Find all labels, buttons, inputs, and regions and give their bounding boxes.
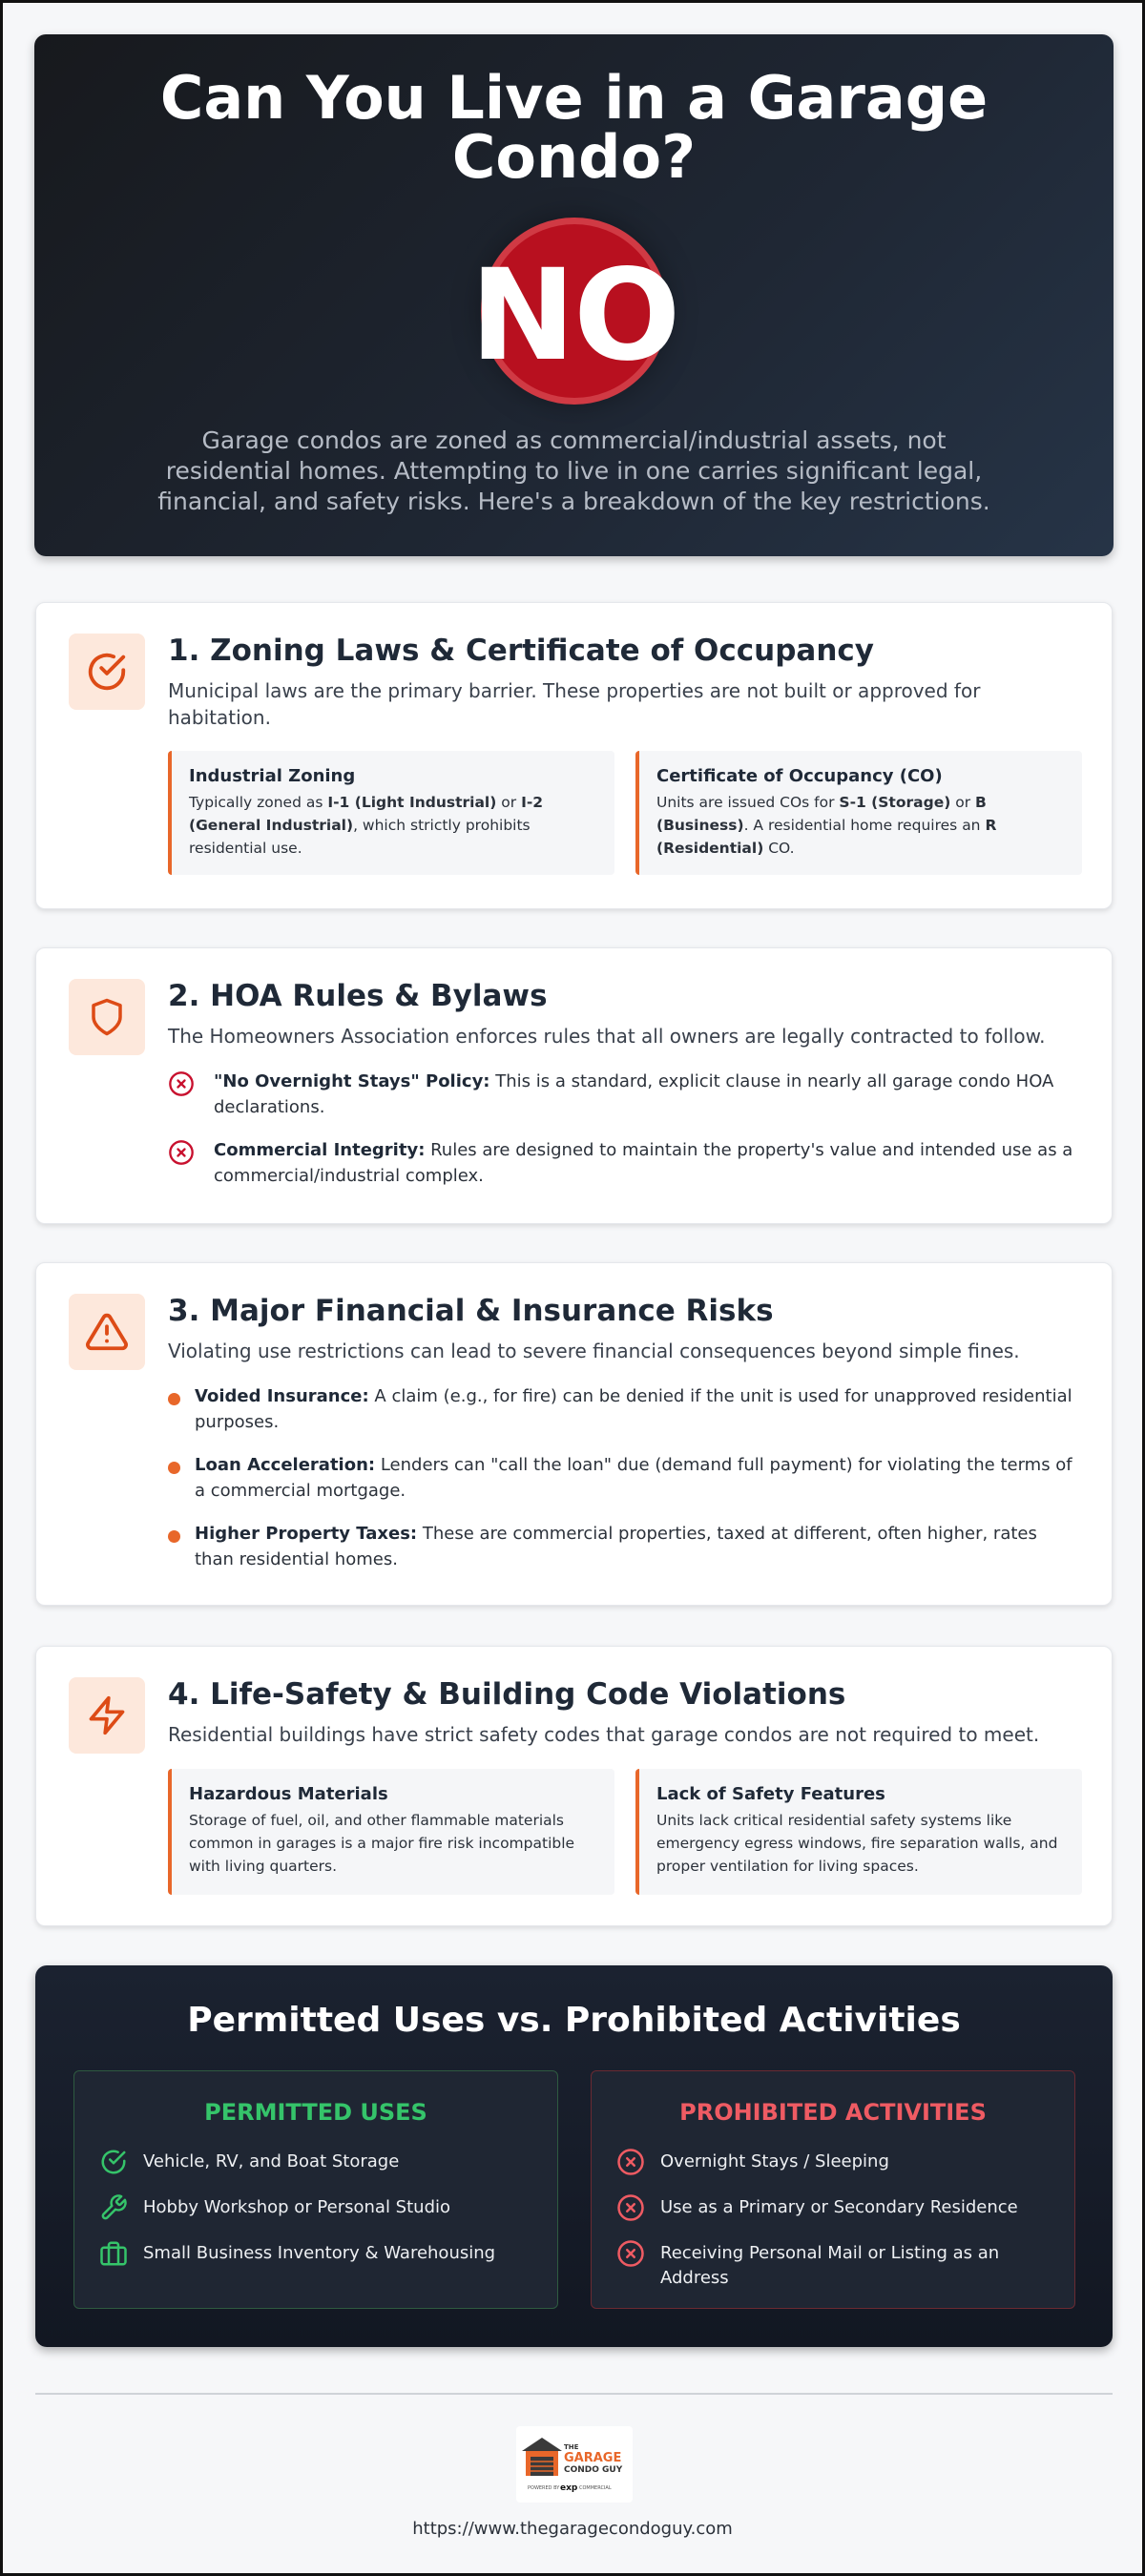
info-box-text: Units are issued COs for S-1 (Storage) or B (Business). A residential home requires an R (Residential) CO. bbox=[656, 794, 997, 857]
section-title: 3. Major Financial & Insurance Risks bbox=[168, 1294, 774, 1328]
section-subtitle: Municipal laws are the primary barrier. These properties are not built or approved for habitation. bbox=[168, 679, 981, 729]
section-title: 4. Life-Safety & Building Code Violations bbox=[168, 1677, 846, 1712]
list-item: Commercial Integrity: Rules are designed to maintain the property's value and intended use as a commercial/industrial complex. bbox=[168, 1137, 1079, 1189]
column-title: PROHIBITED ACTIVITIES bbox=[679, 2099, 987, 2126]
no-answer-text: NO bbox=[469, 242, 679, 389]
list-item: Higher Property Taxes: These are commercial properties, taxed at different, often higher, rates than residential homes. bbox=[168, 1521, 1079, 1572]
svg-text:exp: exp bbox=[560, 2483, 578, 2493]
x-circle-icon bbox=[616, 2148, 645, 2176]
info-box-hazardous-materials bbox=[168, 1769, 614, 1895]
section-zoning bbox=[35, 602, 1113, 909]
section-hoa bbox=[35, 947, 1113, 1224]
section-subtitle: The Homeowners Association enforces rules that all owners are legally contracted to follow. bbox=[168, 1025, 1046, 1048]
check-circle-icon bbox=[99, 2148, 128, 2176]
permitted-item: Vehicle, RV, and Boat Storage bbox=[143, 2150, 538, 2174]
info-box-certificate-of-occupancy bbox=[635, 751, 1082, 875]
prohibited-item: Use as a Primary or Secondary Residence bbox=[660, 2195, 1055, 2220]
info-box-text: Storage of fuel, oil, and other flammable materials common in garages is a major fire risk incompatible with living quarters. bbox=[189, 1812, 575, 1875]
section-title: 1. Zoning Laws & Certificate of Occupancy bbox=[168, 634, 874, 668]
list-item: Loan Acceleration: Lenders can "call the loan" due (demand full payment) for violating the terms of a commercial mortgage. bbox=[168, 1452, 1079, 1504]
info-box-text: Typically zoned as I-1 (Light Industrial) or I-2 (General Industrial), which strictly prohibits residential use. bbox=[189, 794, 544, 857]
footer-divider bbox=[35, 2393, 1113, 2395]
column-title: PERMITTED USES bbox=[204, 2099, 427, 2126]
hero-banner bbox=[34, 34, 1114, 556]
svg-text:POWERED BY: POWERED BY bbox=[528, 2485, 560, 2491]
briefcase-icon bbox=[99, 2239, 128, 2268]
info-box-text: Units lack critical residential safety systems like emergency egress windows, fire separation walls, and proper ventilation for living spaces. bbox=[656, 1812, 1058, 1875]
permitted-item: Small Business Inventory & Warehousing bbox=[143, 2241, 538, 2266]
info-box-title: Industrial Zoning bbox=[189, 766, 356, 786]
prohibited-activities-column bbox=[591, 2070, 1075, 2309]
section-subtitle: Residential buildings have strict safety codes that garage condos are not required to meet. bbox=[168, 1723, 1040, 1746]
bullet-dot bbox=[168, 1393, 180, 1405]
wrench-icon bbox=[99, 2193, 128, 2222]
section-subtitle: Violating use restrictions can lead to severe financial consequences beyond simple fines. bbox=[168, 1340, 1020, 1362]
info-box-title: Lack of Safety Features bbox=[656, 1784, 885, 1804]
svg-text:CONDO GUY: CONDO GUY bbox=[564, 2465, 623, 2475]
svg-text:COMMERCIAL: COMMERCIAL bbox=[579, 2485, 612, 2491]
section-title: 2. HOA Rules & Bylaws bbox=[168, 979, 548, 1013]
garage-condo-guy-logo[interactable] bbox=[516, 2426, 633, 2503]
bullet-dot bbox=[168, 1462, 180, 1474]
x-circle-icon bbox=[168, 1070, 195, 1097]
hero-description: Garage condos are zoned as commercial/industrial assets, not residential homes. Attempting to live in one carries significant legal, financial, and safety risks. Here's a breakdown of the key restrictions. bbox=[157, 426, 990, 515]
section-financial-risks bbox=[35, 1262, 1113, 1606]
info-box-industrial-zoning bbox=[168, 751, 614, 875]
x-circle-icon bbox=[616, 2239, 645, 2268]
comparison-title: Permitted Uses vs. Prohibited Activities bbox=[187, 2001, 961, 2040]
permitted-item: Hobby Workshop or Personal Studio bbox=[143, 2195, 538, 2220]
lightning-bolt-icon bbox=[69, 1677, 145, 1754]
info-box-title: Hazardous Materials bbox=[189, 1784, 388, 1804]
bullet-dot bbox=[168, 1530, 180, 1543]
section-life-safety bbox=[35, 1646, 1113, 1926]
warning-triangle-icon bbox=[69, 1294, 145, 1370]
list-item: "No Overnight Stays" Policy: This is a standard, explicit clause in nearly all garage condo HOA declarations. bbox=[168, 1069, 1079, 1120]
info-box-safety-features bbox=[635, 1769, 1082, 1895]
info-box-title: Certificate of Occupancy (CO) bbox=[656, 766, 943, 786]
check-circle-icon bbox=[69, 634, 145, 710]
infographic-page bbox=[3, 3, 1142, 2573]
svg-text:GARAGE: GARAGE bbox=[564, 2451, 622, 2465]
x-circle-icon bbox=[616, 2193, 645, 2222]
page-title: Can You Live in a Garage Condo? bbox=[159, 63, 989, 192]
prohibited-item: Overnight Stays / Sleeping bbox=[660, 2150, 1055, 2174]
permitted-vs-prohibited bbox=[35, 1965, 1113, 2347]
shield-icon bbox=[69, 979, 145, 1055]
prohibited-item: Receiving Personal Mail or Listing as an Address bbox=[660, 2241, 1055, 2291]
x-circle-icon bbox=[168, 1139, 195, 1166]
svg-text:THE: THE bbox=[564, 2443, 579, 2451]
garage-logo-icon bbox=[516, 2426, 633, 2503]
permitted-uses-column bbox=[73, 2070, 558, 2309]
list-item: Voided Insurance: A claim (e.g., for fire) can be denied if the unit is used for unapproved residential purposes. bbox=[168, 1383, 1079, 1435]
footer-url-link[interactable]: https://www.thegaragecondoguy.com bbox=[412, 2519, 733, 2539]
